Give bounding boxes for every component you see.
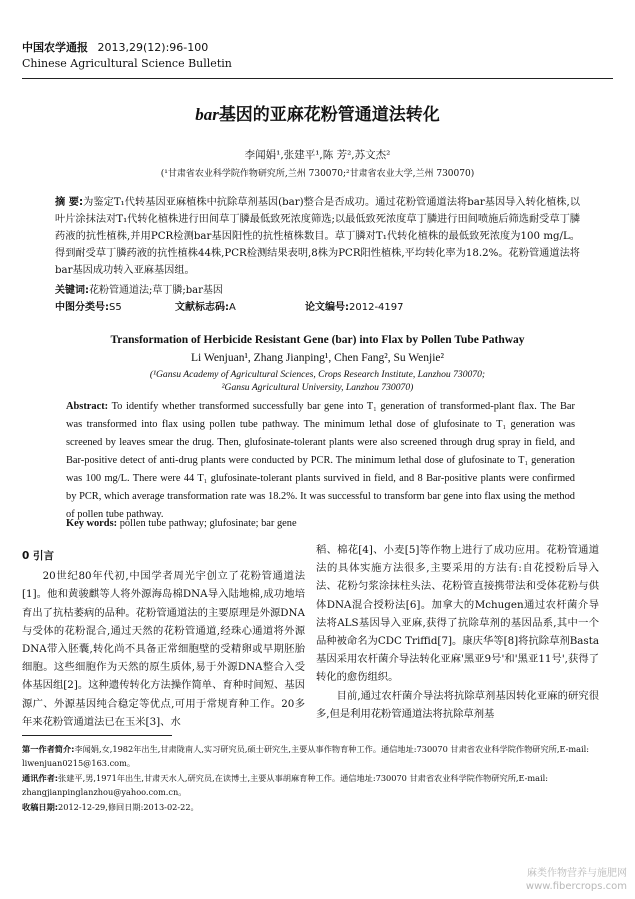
footnote-rule [22,735,172,736]
english-affiliation-1: (¹Gansu Academy of Agricultural Sciences, Crops Research Institute, Lanzhou 730070; [149,369,486,380]
intro-paragraph-1-cont: 稻、棉花[4]、小麦[5]等作物上进行了成功应用。花粉管通道法的具体实施方法很多,主要采用的方法有:自花授粉后导入法、花粉匀浆涂抹柱头法、花粉管直接携带法和受体花粉与供体DNA混合授粉法[6]。加拿大的Mchugen通过农杆菌介导法将ALS基因导入亚麻,获得了抗除草剂的基因品系,其中一个品种被命名为CDC Triffid[7]。康庆华等[8]将抗除草剂Basta基因采用农杆菌介导法转化亚麻'黑亚9号'和'黑亚11号',获得了转化的愈伤组织。 [316,544,599,684]
clc-label: 中图分类号: [55,302,109,313]
keywords-en-label: Key words: [66,518,118,529]
abstract-en [66,398,575,524]
paper-id-label: 论文编号: [305,302,349,313]
journal-name-en: Chinese Agricultural Science Bulletin [22,57,232,70]
abstract-en-label: Abstract: [66,401,109,412]
dates-text: 2012-12-29,修回日期:2013-02-22。 [58,802,199,812]
corresponding-text: 张建平,男,1971年出生,甘肃天水人,研究员,在读博士,主要从事胡麻育种工作。通信地址:730070 甘肃省农业科学院作物研究所,E-mail: zhangjianpinglanzhou@yahoo.com.cn。 [22,773,549,797]
keywords-cn [55,281,223,296]
corresponding-label: 通讯作者: [22,773,59,783]
doc-code-label: 文献标志码: [175,302,229,313]
journal-issue: 2013,29(12):96-100 [97,41,209,54]
body-right-column [316,541,599,723]
first-author-text: 李闻娟,女,1982年出生,甘肃陇南人,实习研究员,硕士研究生,主要从事作物育种工作。通信地址:730070 甘肃省农业科学院作物研究所,E-mail: liwenjuan0215@163.com。 [22,744,589,768]
abstract-cn [55,194,580,279]
site-watermark [526,867,627,893]
first-author-note [22,742,613,770]
clc-value: S5 [109,302,122,313]
paper-id-value: 2012-4197 [349,302,404,313]
keywords-cn-label: 关键词: [55,285,89,296]
authors-cn: 李闻娟¹,张建平¹,陈 芳²,苏文杰² [244,149,391,161]
intro-paragraph-1: 20世纪80年代初,中国学者周光宇创立了花粉管通道法[1]。他和黄骏麒等人将外源海岛棉DNA导入陆地棉,成功地培育出了抗枯萎病的品种。花粉管通道法的主要原理是外源DNA与受体的花粉混合,通过天然的花粉管通道,经珠心通道将外源DNA带入胚囊,转化尚不具备正常细胞壁的受精卵或早期胚胎细胞。这些细胞作为天然的原生质体,易于外源DNA整合入受体基因组[2]。这种遗传转化方法操作简单、育种时间短、基因源广、外源基因纯合稳定等优点,可用于常规育种工作。20多年来花粉管通道法已在玉米[3]、水 [22,570,305,728]
keywords-cn-text: 花粉管通道法;草丁膦;bar基因 [89,285,223,296]
abstract-cn-text: 为鉴定T₁代转基因亚麻植株中抗除草剂基因(bar)整合是否成功。通过花粉管通道法将bar基因导入转化植株,以叶片涂抹法对T₁代转化植株进行田间草丁膦最低致死浓度筛选;以最低致死浓度草丁膦进行田间喷施后筛选耐受草丁膦药液的抗性植株,并用PCR检测bar基因阳性的抗性植株数目。草丁膦对T₁代转化植株的最低致死浓度为100 mg/L。得到耐受草丁膦药液的抗性植株44株,PCR检测结果表明,8株为PCR阳性植株,平均转化率为18.2%。花粉管通道法将bar基因成功转入亚麻基因组。 [55,197,581,276]
doc-code-value: A [229,302,236,313]
english-title: Transformation of Herbicide Resistant Gene (bar) into Flax by Pollen Tube Pathway [110,334,525,346]
first-author-label: 第一作者简介: [22,744,75,754]
header-rule [22,78,613,79]
english-affiliation-2: ²Gansu Agricultural University, Lanzhou 730070) [221,382,414,393]
journal-header [22,40,232,72]
dates-note [22,800,613,814]
title-gene: bar [195,105,219,124]
corresponding-note [22,771,613,799]
watermark-cn: 麻类作物营养与施肥网 [527,868,627,879]
keywords-en-text: pollen tube pathway; glufosinate; bar gene [119,518,297,529]
footnotes [22,742,613,815]
watermark-url: www.fibercrops.com [525,881,627,892]
affiliation-cn: (¹甘肃省农业科学院作物研究所,兰州 730070;²甘肃省农业大学,兰州 730070) [160,169,475,179]
abstract-en-text: To identify whether transformed successfully bar gene into T₁ generation of transformed-plant flax. The Bar was transformed into flax using pollen tube pathway. The minimum lethal dose of glufosinate to T₁ generation was screened by leaves smear the drug. Then, glufosinate-tolerant plants were also screened through drug spray in field, and Bar-positive detect of anti-drug plants were conducted by PCR. The minimum lethal dose of glufosinate to T₁ generation was 100 mg/L. There were 44 T₁ glufosinate-tolerant plants survived in field, and 8 Bar-positive plants were confirmed by PCR, which average transformation rate was 18.2%. It was successful to transform bar gene into flax using the method of pollen tube pathway. [66,401,575,520]
title-rest: 基因的亚麻花粉管通道法转化 [218,105,440,125]
abstract-cn-label: 摘 要: [55,197,84,208]
dates-label: 收稿日期: [22,802,59,812]
section-heading: 0 引言 [22,550,54,562]
journal-name-cn: 中国农学通报 [22,41,88,54]
intro-paragraph-2: 目前,通过农杆菌介导法将抗除草剂基因转化亚麻的研究很多,但是利用花粉管通道法将抗除草剂基 [316,689,599,720]
keywords-en [66,518,297,529]
paper-title [0,100,635,125]
body-left-column [22,547,305,731]
english-authors: Li Wenjuan¹, Zhang Jianping¹, Chen Fang², Su Wenjie² [191,352,444,364]
